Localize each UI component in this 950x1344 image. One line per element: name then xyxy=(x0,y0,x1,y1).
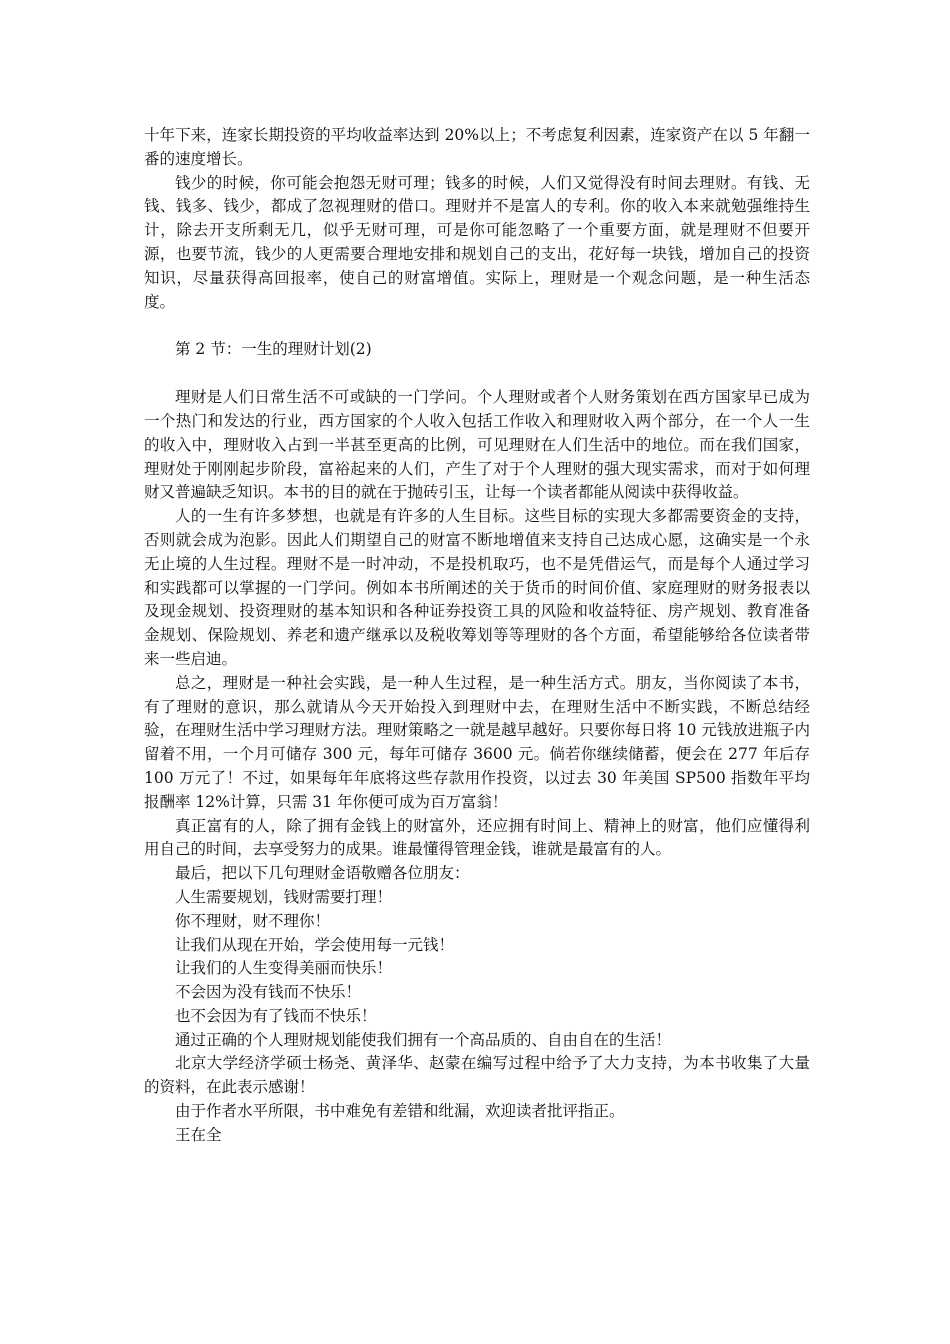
paragraph: 最后，把以下几句理财金语敬赠各位朋友： xyxy=(175,864,470,883)
document-body xyxy=(144,124,810,1148)
acknowledgement: 北京大学经济学硕士杨尧、黄泽华、赵蒙在编写过程中给予了大力支持，为本书收集了大量的资料，在此表示感谢！ xyxy=(144,1054,810,1097)
spacer xyxy=(144,362,810,386)
spacer xyxy=(144,314,810,338)
motto-line: 也不会因为有了钱而不快乐！ xyxy=(175,1006,377,1025)
closing-note: 由于作者水平所限，书中难免有差错和纰漏，欢迎读者批评指正。 xyxy=(175,1102,625,1121)
motto-line: 人生需要规划，钱财需要打理！ xyxy=(175,887,393,906)
author-signature: 王在全 xyxy=(175,1125,222,1144)
paragraph: 总之，理财是一种社会实践，是一种人生过程，是一种生活方式。朋友，当你阅读了本书，有了理财的意识，那么就请从今天开始投入到理财中去，在理财生活中不断实践，不断总结经验，在理财生活中学习理财方法。理财策略之一就是越早越好。只要你每日将 10 元钱放进瓶子内留着不用，一个月可储存 300 元，每年可储存 3600 元。倘若你继续储蓄，便会在 277 年后存 100 万元了！不过，如果每年年底将这些存款用作投资，以过去 30 年美国 SP500 指数年平均报酬率 12%计算，只需 31 年你便可成为百万富翁！ xyxy=(144,673,810,811)
motto-line: 你不理财，财不理你！ xyxy=(175,911,331,930)
paragraph: 人的一生有许多梦想，也就是有许多的人生目标。这些目标的实现大多都需要资金的支持，否则就会成为泡影。因此人们期望自己的财富不断地增值来支持自己达成心愿，这确实是一个永无止境的人生过程。理财不是一时冲动，不是投机取巧，也不是凭借运气，而是每个人通过学习和实践都可以掌握的一门学问。例如本书所阐述的关于货币的时间价值、家庭理财的财务报表以及现金规划、投资理财的基本知识和各种证券投资工具的风险和收益特征、房产规划、教育准备金规划、保险规划、养老和遗产继承以及税收筹划等等理财的各个方面，希望能够给各位读者带来一些启迪。 xyxy=(144,507,810,668)
paragraph: 钱少的时候，你可能会抱怨无财可理；钱多的时候，人们又觉得没有时间去理财。有钱、无钱、钱多、钱少，都成了忽视理财的借口。理财并不是富人的专利。你的收入本来就勉强维持生计，除去开支所剩无几，似乎无财可理，可是你可能忽略了一个重要方面，就是理财不但要开源，也要节流，钱少的人更需要合理地安排和规划自己的支出，花好每一块钱，增加自己的投资知识，尽量获得高回报率，使自己的财富增值。实际上，理财是一个观念问题，是一种生活态度。 xyxy=(144,173,810,311)
motto-line: 通过正确的个人理财规划能使我们拥有一个高品质的、自由自在的生活！ xyxy=(175,1030,672,1049)
motto-line: 让我们从现在开始，学会使用每一元钱！ xyxy=(175,935,455,954)
paragraph-continued: 十年下来，连家长期投资的平均收益率达到 20%以上；不考虑复利因素，连家资产在以 5 年翻一番的速度增长。 xyxy=(144,126,810,168)
section-heading: 第 2 节：一生的理财计划(2) xyxy=(175,340,372,359)
paragraph: 真正富有的人，除了拥有金钱上的财富外，还应拥有时间上、精神上的财富，他们应懂得利用自己的时间，去享受努力的成果。谁最懂得管理金钱，谁就是最富有的人。 xyxy=(144,816,810,859)
motto-line: 让我们的人生变得美丽而快乐！ xyxy=(175,959,393,978)
motto-line: 不会因为没有钱而不快乐！ xyxy=(175,983,362,1002)
paragraph: 理财是人们日常生活不可或缺的一门学问。个人理财或者个人财务策划在西方国家早已成为一个热门和发达的行业，西方国家的个人收入包括工作收入和理财收入两个部分，在一个人一生的收入中，理财收入占到一半甚至更高的比例，可见理财在人们生活中的地位。而在我们国家，理财处于刚刚起步阶段，富裕起来的人们，产生了对于个人理财的强大现实需求，而对于如何理财又普遍缺乏知识。本书的目的就在于抛砖引玉，让每一个读者都能从阅读中获得收益。 xyxy=(144,388,810,502)
